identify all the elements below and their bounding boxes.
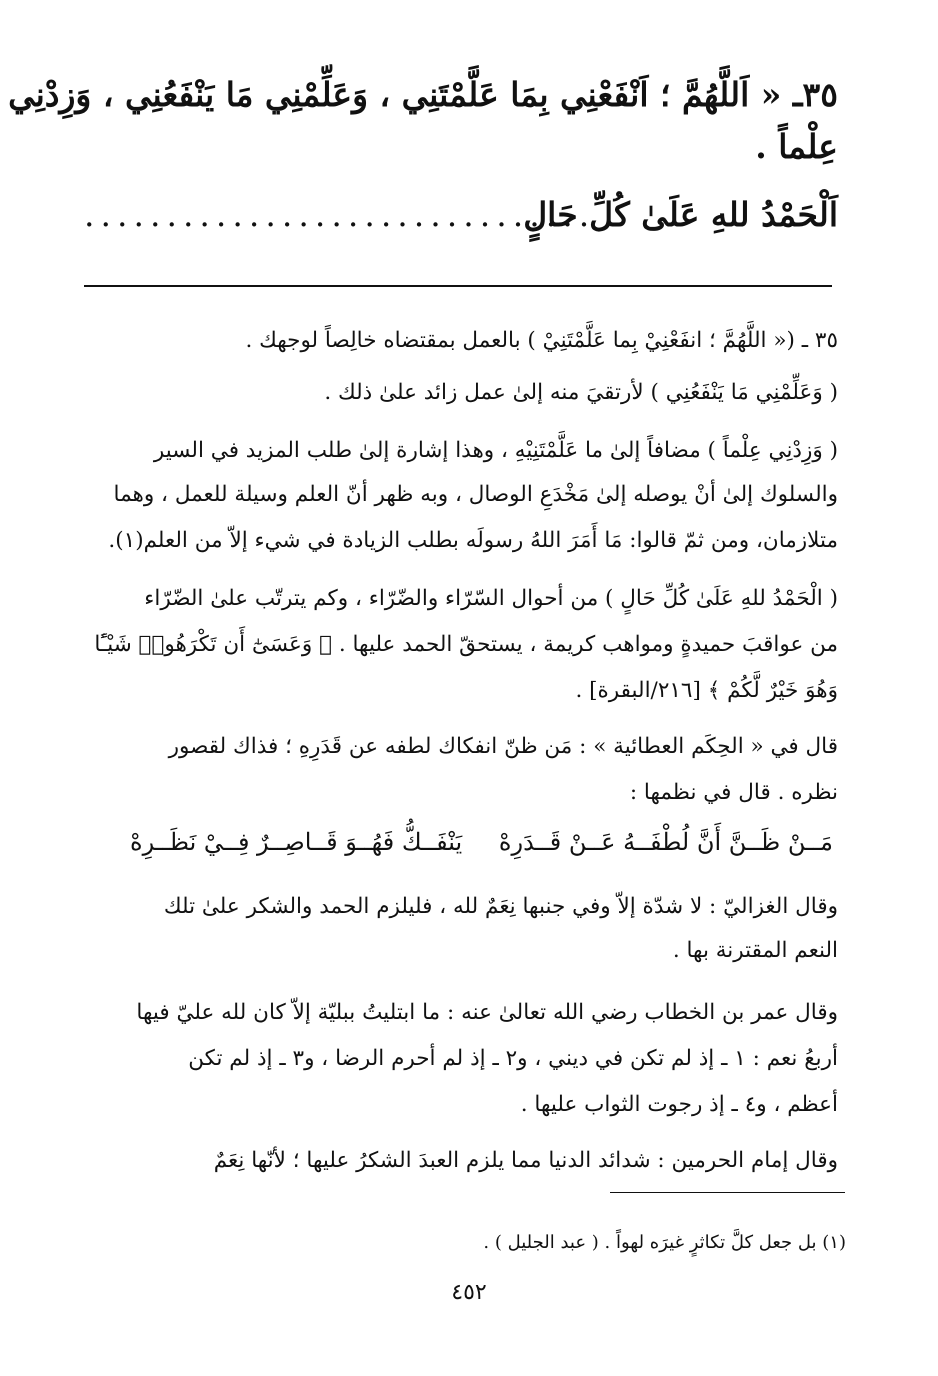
footnote-divider bbox=[610, 1192, 845, 1193]
commentary-p3-line2: والسلوك إلىٰ أنْ يوصله إلىٰ مَخْدَعِ الوصال ، وبه ظهر أنّ العلم وسيلة للعمل ، وهما bbox=[113, 482, 838, 507]
commentary-p5-line2: نظره . قال في نظمها : bbox=[629, 780, 838, 805]
commentary-p4-line1: ( الْحَمْدُ للهِ عَلَىٰ كُلِّ حَالٍ ) من أحوال السّرّاء والضّرّاء ، وكم يترتّب علىٰ الضّرّاء bbox=[144, 586, 838, 611]
commentary-p3-line3: متلازمان، ومن ثمّ قالوا: مَا أَمَرَ اللهُ رسولَه بطلب الزيادة في شيء إلاّ من العلم(١). bbox=[108, 528, 838, 553]
dotted-leader: ............................... bbox=[84, 195, 596, 234]
commentary-p7-line1: وقال عمر بن الخطاب رضي الله تعالىٰ عنه : ما ابتليتُ ببليّة إلاّ كان لله عليّ فيها bbox=[136, 1000, 838, 1025]
hamd-line-row bbox=[84, 192, 838, 238]
commentary-p4-line2: من عواقبَ حميدةٍ ومواهب كريمة ، يستحقّ الحمد عليها . ﴿ وَعَسَىٰٓ أَن تَكْرَهُوا۟ شَيْـًٔا bbox=[94, 632, 838, 657]
commentary-p3-line1: ( وَزِدْنِي عِلْماً ) مضافاً إلىٰ ما عَلَّمْتَنِيْهِ ، وهذا إشارة إلىٰ طلب المزيد في السير bbox=[153, 438, 838, 463]
commentary-p8: وقال إمام الحرمين : شدائد الدنيا مما يلزم العبدَ الشكرُ عليها ؛ لأنّها نِعَمٌ bbox=[213, 1148, 838, 1173]
poem-hemistich-left: يَنْفَــكُّ فَهُــوَ قَــاصِــرٌ فِــيْ نَظَــرِهْ bbox=[130, 828, 463, 856]
commentary-p1: ٣٥ ـ (« اللَّهُمَّ ؛ انفَعْنِيْ بِما عَلَّمْتَنِيْ ) بالعمل بمقتضاه خالِصاً لوجهك . bbox=[245, 328, 838, 353]
commentary-p5-line1: قال في « الحِكَم العطائية » : مَن ظنّ انفكاك لطفه عن قَدَرِهِ ؛ فذاك لقصور bbox=[168, 734, 838, 759]
section-divider bbox=[84, 285, 832, 287]
entry-line-2: عِلْماً . bbox=[755, 127, 838, 166]
commentary-p6-line2: النعم المقترنة بها . bbox=[672, 938, 838, 963]
poem-hemistich-right: مَــنْ ظَــنَّ أَنَّ لُطْفَــهُ عَــنْ قَــدَرِهْ bbox=[498, 828, 833, 856]
commentary-p4-line3: وَهُوَ خَيْرٌ لَّكُمْ ﴾ [٢١٦/البقرة] . bbox=[575, 678, 838, 703]
entry-line-1: ٣٥ـ « اَللَّهُمَّ ؛ اَنْفَعْنِي بِمَا عَلَّمْتَنِي ، وَعَلِّمْنِي مَا يَنْفَعُنِي ، وَزِدْنِي bbox=[8, 75, 838, 114]
commentary-p7-line3: أعظم ، و٤ ـ إذ رجوت الثواب عليها . bbox=[520, 1092, 838, 1117]
hamd-line: اَلْحَمْدُ للهِ عَلَىٰ كُلِّ حَالٍ bbox=[523, 195, 838, 234]
commentary-p7-line2: أربعُ نعم : ١ ـ إذ لم تكن في ديني ، و٢ ـ إذ لم أحرم الرضا ، و٣ ـ إذ لم تكن bbox=[188, 1046, 838, 1071]
footnote: (١) بل جعل كلَّ تكاثرٍ غيرَه لهواً . ( عبد الجليل ) . bbox=[483, 1232, 846, 1253]
commentary-p2: ( وَعَلِّمْنِي مَا يَنْفَعُنِي ) لأرتقيَ منه إلىٰ عمل زائد علىٰ ذلك . bbox=[324, 380, 838, 405]
poem-verse bbox=[130, 828, 833, 868]
page-number: ٤٥٢ bbox=[451, 1280, 487, 1305]
commentary-p6-line1: وقال الغزاليّ : لا شدّة إلاّ وفي جنبها نِعَمٌ لله ، فليلزم الحمد والشكر علىٰ تلك bbox=[163, 894, 838, 919]
